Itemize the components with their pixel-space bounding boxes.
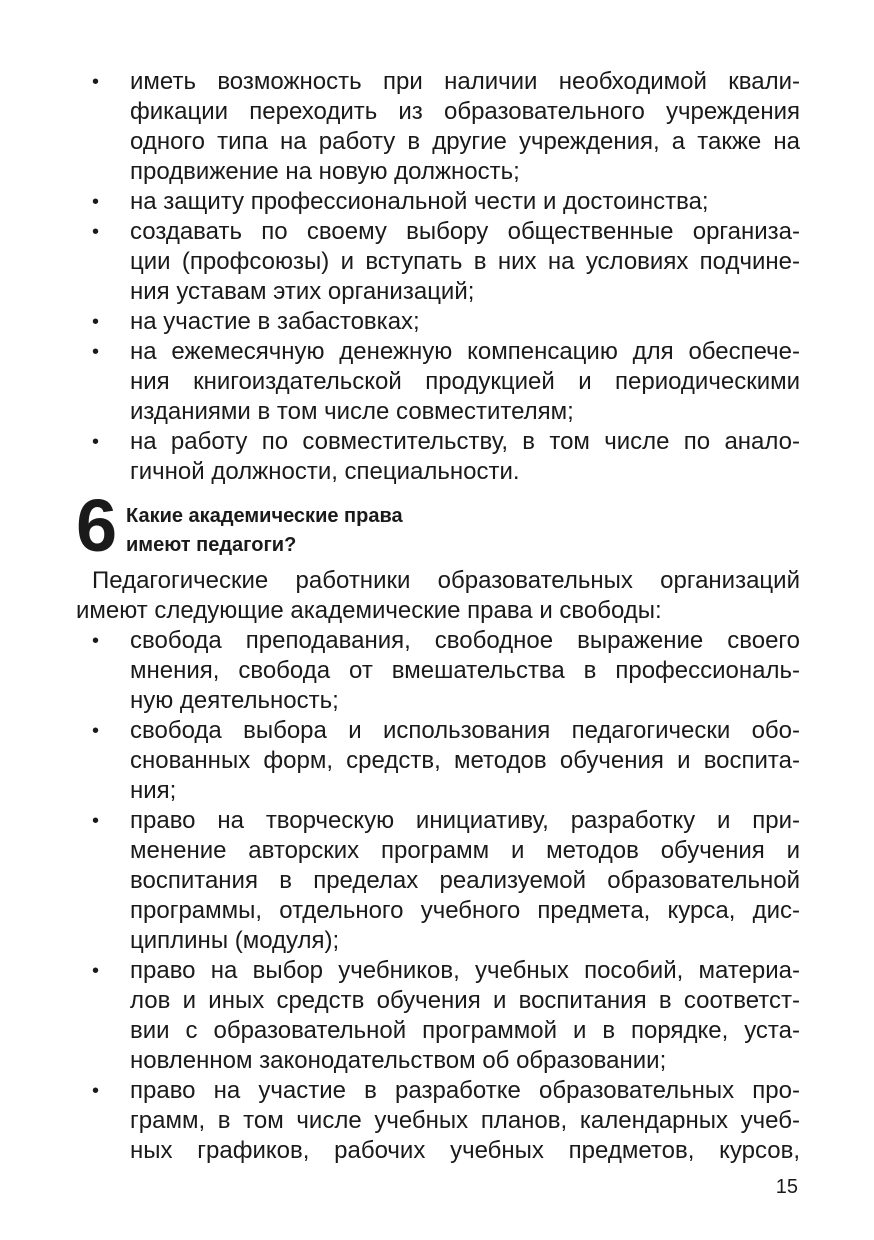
list-item bbox=[78, 716, 800, 806]
intro-paragraph bbox=[76, 566, 800, 626]
bullet-icon: • bbox=[92, 431, 100, 453]
text-line: ния книгоиздательской продукцией и периодическими bbox=[130, 368, 800, 395]
text-line: циплины (модуля); bbox=[130, 927, 340, 954]
text-line: фикации переходить из образовательного учреждения bbox=[130, 98, 800, 125]
text-line: продвижение на новую должность; bbox=[130, 158, 520, 185]
list-item bbox=[78, 427, 800, 487]
list-item bbox=[78, 1076, 800, 1166]
list-item bbox=[78, 67, 800, 187]
bullet-icon: • bbox=[92, 221, 100, 243]
text-line: право на выбор учебников, учебных пособий, материа- bbox=[130, 957, 800, 984]
text-line: снованных форм, средств, методов обучения и воспита- bbox=[130, 747, 800, 774]
text-line: право на творческую инициативу, разработку и при- bbox=[130, 807, 800, 834]
text-line: программы, отдельного учебного предмета, курса, дис- bbox=[130, 897, 800, 924]
section-number: 6 bbox=[76, 484, 118, 567]
text-line: одного типа на работу в другие учреждения, а также на bbox=[130, 128, 800, 155]
text-line: Педагогические работники образовательных организаций bbox=[92, 567, 800, 594]
bullet-icon: • bbox=[92, 630, 100, 652]
text-line: новленном законодательством об образовании; bbox=[130, 1047, 667, 1074]
list-item bbox=[78, 626, 800, 716]
text-line: иметь возможность при наличии необходимой квали- bbox=[130, 68, 800, 95]
list-item bbox=[78, 187, 800, 217]
text-line: создавать по своему выбору общественные организа- bbox=[130, 218, 800, 245]
page-number: 15 bbox=[775, 1176, 798, 1198]
text-line: менение авторских программ и методов обучения и bbox=[130, 837, 800, 864]
text-line: ния уставам этих организаций; bbox=[130, 278, 475, 305]
bullet-icon: • bbox=[92, 1080, 100, 1102]
text-line: на ежемесячную денежную компенсацию для обеспече- bbox=[130, 338, 800, 365]
text-line: вии с образовательной программой и в порядке, уста- bbox=[130, 1017, 800, 1044]
section-heading bbox=[76, 484, 798, 567]
bullet-icon: • bbox=[92, 341, 100, 363]
bullet-icon: • bbox=[92, 960, 100, 982]
text-line: изданиями в том числе совместителям; bbox=[130, 398, 574, 425]
text-line: ных графиков, рабочих учебных предметов, курсов, bbox=[130, 1137, 800, 1164]
bullet-icon: • bbox=[92, 810, 100, 832]
list-item bbox=[78, 217, 800, 307]
section-title-line: Какие академические права bbox=[126, 505, 403, 527]
rights-list bbox=[78, 67, 800, 487]
list-item bbox=[78, 307, 800, 337]
text-line: ции (профсоюзы) и вступать в них на условиях подчине- bbox=[130, 248, 800, 275]
list-item bbox=[78, 956, 800, 1076]
text-line: право на участие в разработке образовательных про- bbox=[130, 1077, 800, 1104]
bullet-icon: • bbox=[92, 191, 100, 213]
text-line: свобода преподавания, свободное выражение своего bbox=[130, 627, 800, 654]
text-line: ния; bbox=[130, 777, 177, 804]
text-line: ную деятельность; bbox=[130, 687, 339, 714]
text-line: на работу по совместительству, в том числе по анало- bbox=[130, 428, 800, 455]
text-line: лов и иных средств обучения и воспитания в соответст- bbox=[130, 987, 800, 1014]
text-line: воспитания в пределах реализуемой образовательной bbox=[130, 867, 800, 894]
list-item bbox=[78, 806, 800, 956]
list-item bbox=[78, 337, 800, 427]
bullet-icon: • bbox=[92, 311, 100, 333]
academic-rights-list bbox=[78, 626, 800, 1166]
bullet-icon: • bbox=[92, 71, 100, 93]
section-title-line: имеют педагоги? bbox=[126, 534, 297, 556]
text-line: мнения, свобода от вмешательства в профессиональ- bbox=[130, 657, 800, 684]
text-line: гичной должности, специальности. bbox=[130, 458, 520, 485]
text-line: грамм, в том числе учебных планов, календарных учеб- bbox=[130, 1107, 800, 1134]
bullet-icon: • bbox=[92, 720, 100, 742]
text-line: свобода выбора и использования педагогически обо- bbox=[130, 717, 800, 744]
text-line: на защиту профессиональной чести и достоинства; bbox=[130, 188, 709, 215]
text-line: имеют следующие академические права и свободы: bbox=[76, 597, 662, 624]
text-line: на участие в забастовках; bbox=[130, 308, 420, 335]
